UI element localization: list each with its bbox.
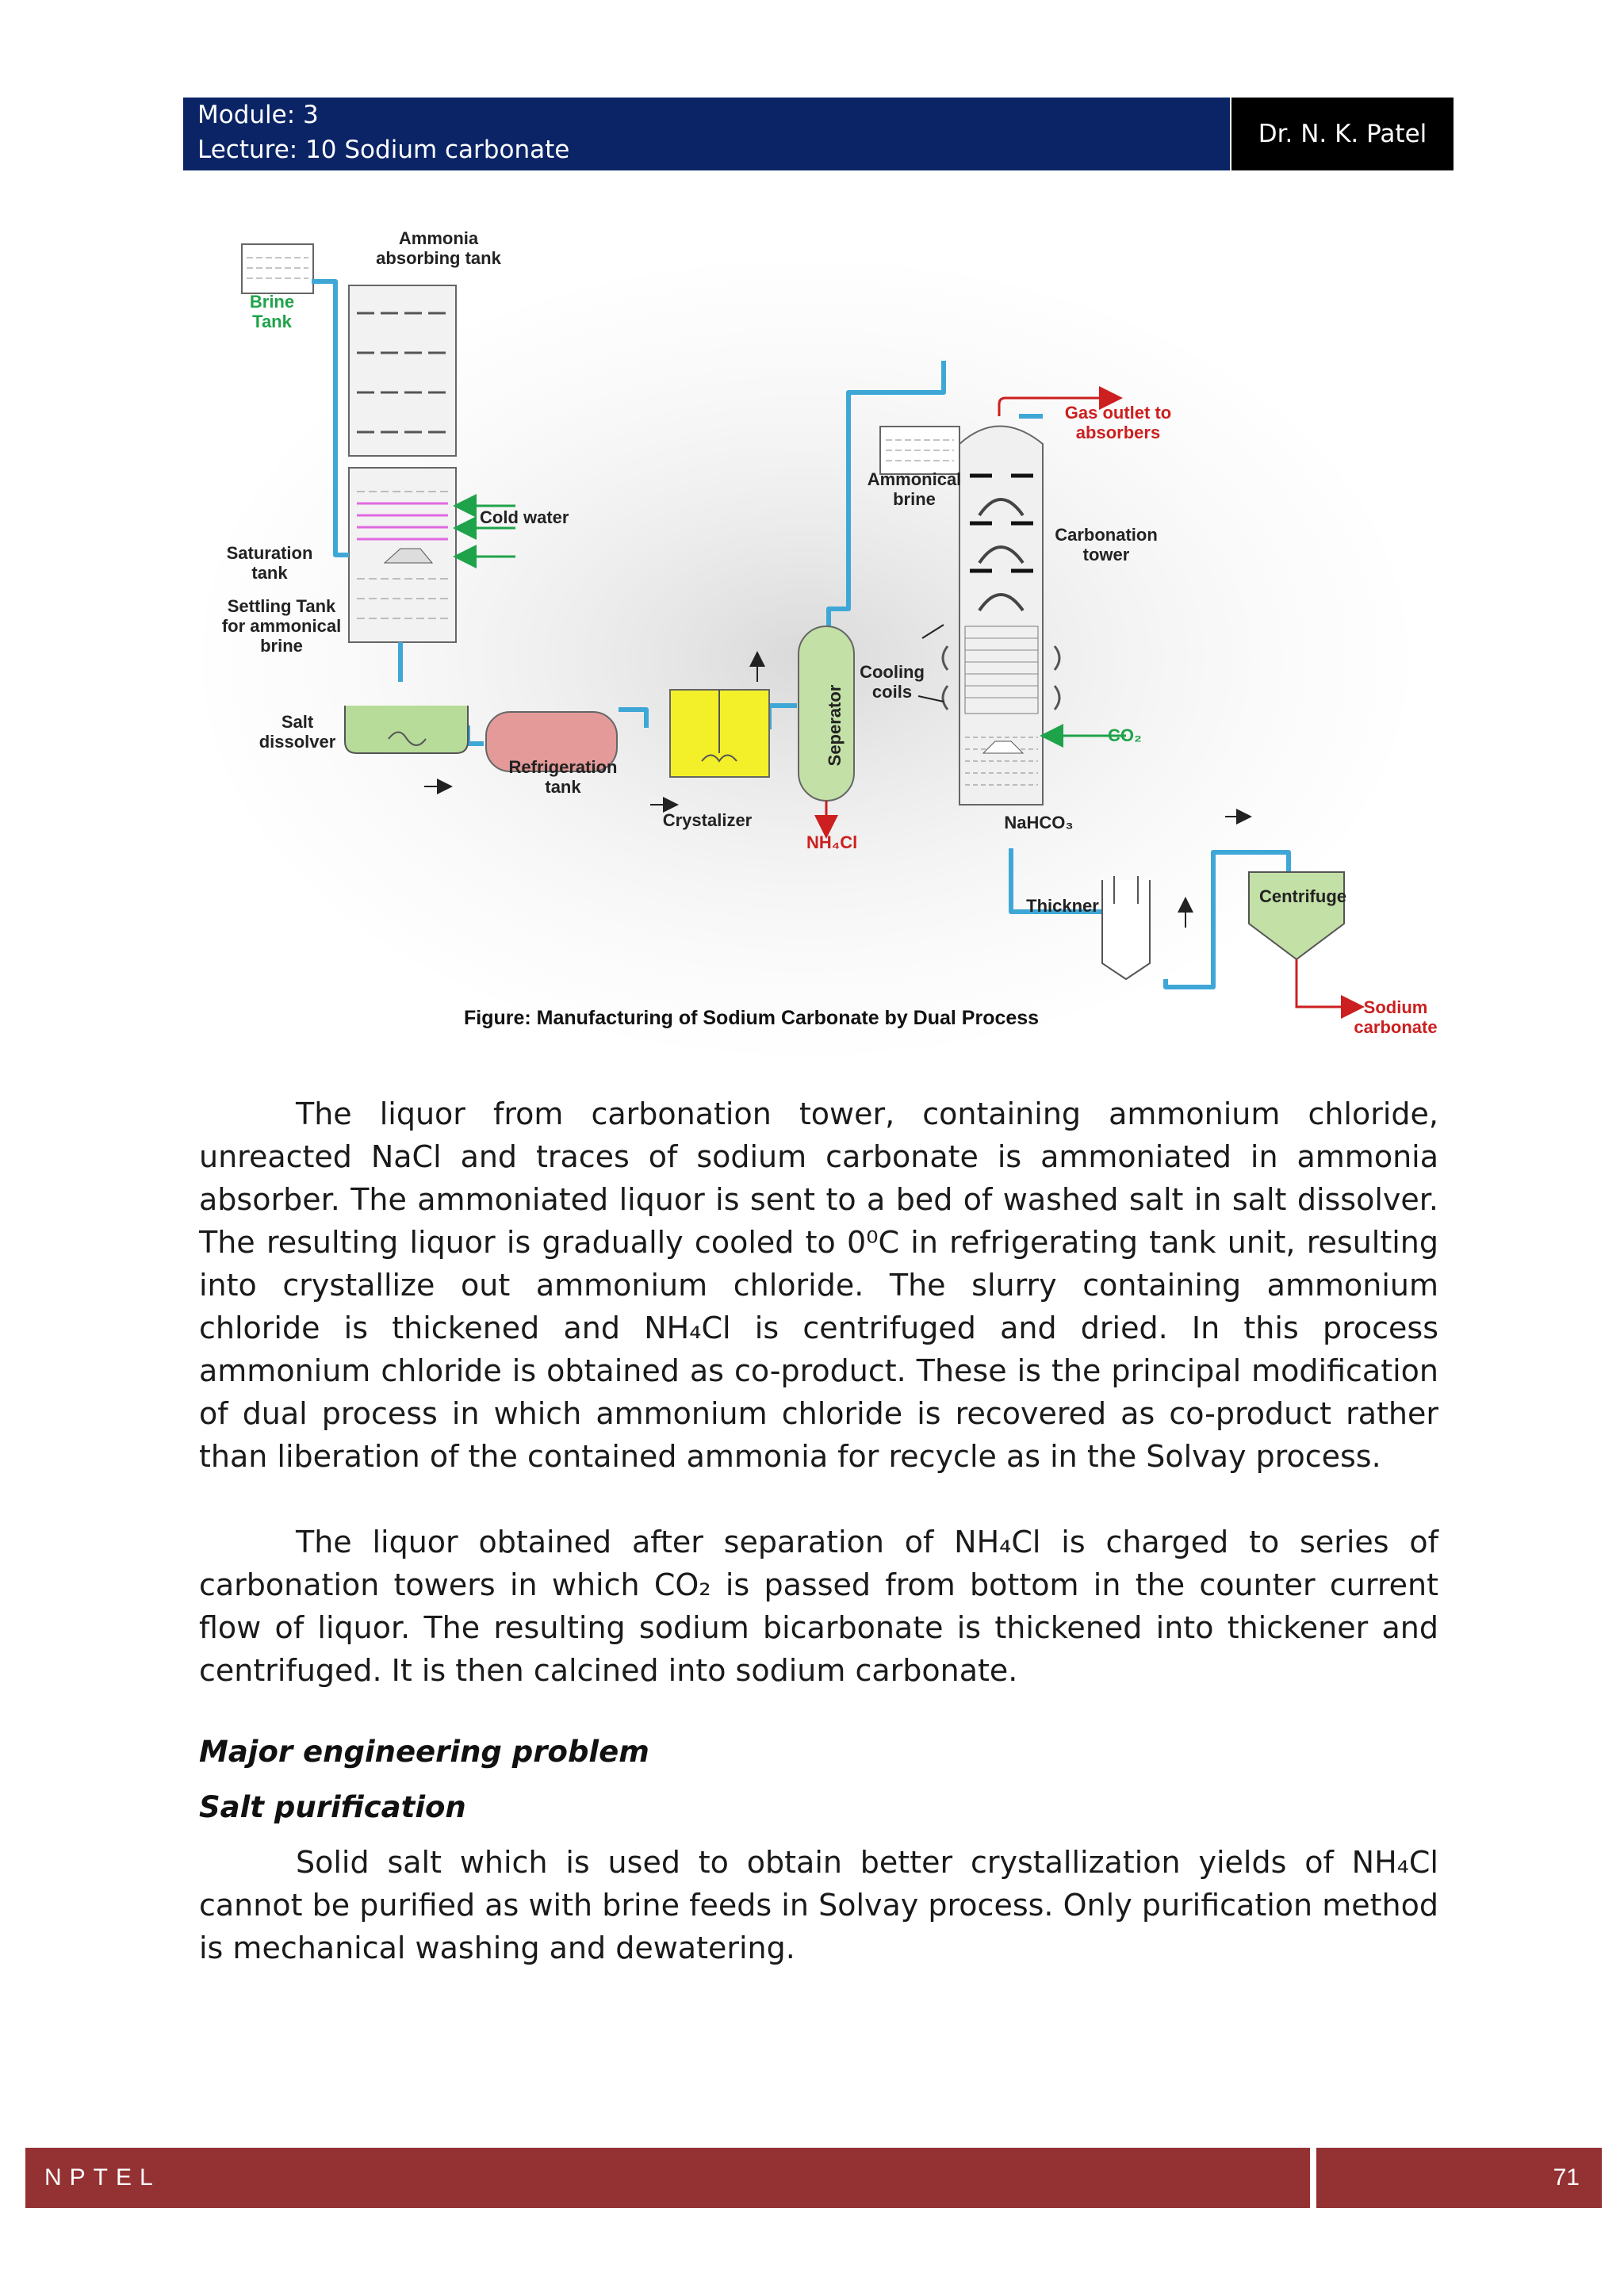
footer-nptel: NPTEL (25, 2148, 1310, 2208)
heading-salt-purification: Salt purification (199, 1790, 466, 1824)
label-ammonia-tank-2: absorbing tank (376, 248, 501, 268)
label-centrifuge: Centrifuge (1259, 886, 1346, 906)
label-ammonical-brine-1: Ammonical (867, 469, 962, 489)
label-salt-2: dissolver (259, 732, 336, 752)
process-figure (202, 214, 1487, 1054)
process-diagram (202, 214, 1487, 1054)
salt-dissolver (345, 706, 468, 753)
paragraph-2 (199, 1521, 1438, 1692)
label-saturation-2: tank (251, 563, 288, 583)
label-brine-2: Tank (252, 312, 292, 331)
label-thickner: Thickner (1026, 896, 1099, 916)
ammonia-absorbing-tank (349, 285, 456, 456)
label-gas-outlet-1: Gas outlet to (1064, 403, 1172, 423)
ammonical-brine-tank (880, 427, 959, 474)
label-settling-3: brine (260, 636, 303, 656)
label-nh4cl: NH₄Cl (806, 832, 858, 852)
module-label: Module: 3 (197, 101, 319, 129)
caption-text: Manufacturing of Sodium Carbonate by Dual Process (530, 1007, 1040, 1029)
label-cold-water: Cold water (480, 507, 569, 527)
crystalizer (670, 690, 769, 777)
heading-major-problem: Major engineering problem (199, 1735, 649, 1769)
label-settling-2: for ammonical (221, 616, 342, 636)
label-salt-1: Salt (281, 712, 314, 732)
paragraph-2-text: The liquor obtained after separation of NH₄Cl is charged to series of carbonation towers in which CO₂ is passed from bottom in the counter current flow of liquor. The resulting sodium bicarbonate is thickened into thickener and centrifuged. It is then calcined into sodium carbonate. (199, 1525, 1438, 1688)
label-cooling-2: coils (871, 682, 913, 702)
label-co2: CO₂ (1108, 725, 1142, 745)
label-saturation-1: Saturation (226, 543, 313, 563)
label-refrigeration-2: tank (545, 777, 581, 797)
paragraph-1 (199, 1093, 1438, 1478)
header-module-lecture (183, 98, 1230, 170)
lecture-label: Lecture: 10 Sodium carbonate (197, 136, 570, 164)
label-ammonical-brine-2: brine (893, 489, 936, 509)
thickner (1102, 876, 1150, 979)
paragraph-3-text: Solid salt which is used to obtain better crystallization yields of NH₄Cl cannot be purified as with brine feeds in Solvay process. Only purification method is mechanical washing and dewatering. (199, 1845, 1438, 1965)
paragraph-3 (199, 1841, 1438, 1969)
paragraph-1-text: The liquor from carbonation tower, containing ammonium chloride, unreacted NaCl and traces of sodium carbonate is ammoniated in ammonia absorber. The ammoniated liquor is sent to a bed of washed salt in salt dissolver. The resulting liquor is gradually cooled to 0⁰C in refrigerating tank unit, resulting into crystallize out ammonium chloride. The slurry containing ammonium chloride is thickened and NH₄Cl is centrifuged and dried. In this process ammonium chloride is obtained as co-product. These is the principal modification of dual process in which ammonium chloride is recovered as co-product rather than liberation of the contained ammonia for recycle as in the Solvay process. (199, 1096, 1438, 1474)
label-crystalizer: Crystalizer (662, 810, 753, 830)
label-brine-1: Brine (249, 292, 295, 312)
header-author: Dr. N. K. Patel (1231, 98, 1454, 170)
label-carbonation-2: tower (1082, 545, 1130, 564)
label-sodium-2: carbonate (1354, 1017, 1438, 1037)
label-nahco3: NaHCO₃ (1004, 813, 1074, 832)
brine-tank (242, 244, 313, 293)
label-settling-1: Settling Tank (227, 596, 336, 616)
label-sodium-1: Sodium (1363, 997, 1428, 1017)
label-ammonia-tank-1: Ammonia (398, 228, 479, 248)
saturation-settling-tank (349, 468, 456, 642)
label-separator: Seperator (825, 684, 845, 767)
label-carbonation-1: Carbonation (1055, 525, 1158, 545)
label-gas-outlet-2: absorbers (1075, 423, 1161, 442)
label-cooling-1: Cooling (860, 662, 925, 682)
figure-caption (464, 1007, 1039, 1029)
label-refrigeration-1: Refrigeration (508, 757, 618, 777)
caption-prefix: Figure: (464, 1007, 531, 1029)
footer-page-number: 71 (1316, 2148, 1602, 2208)
